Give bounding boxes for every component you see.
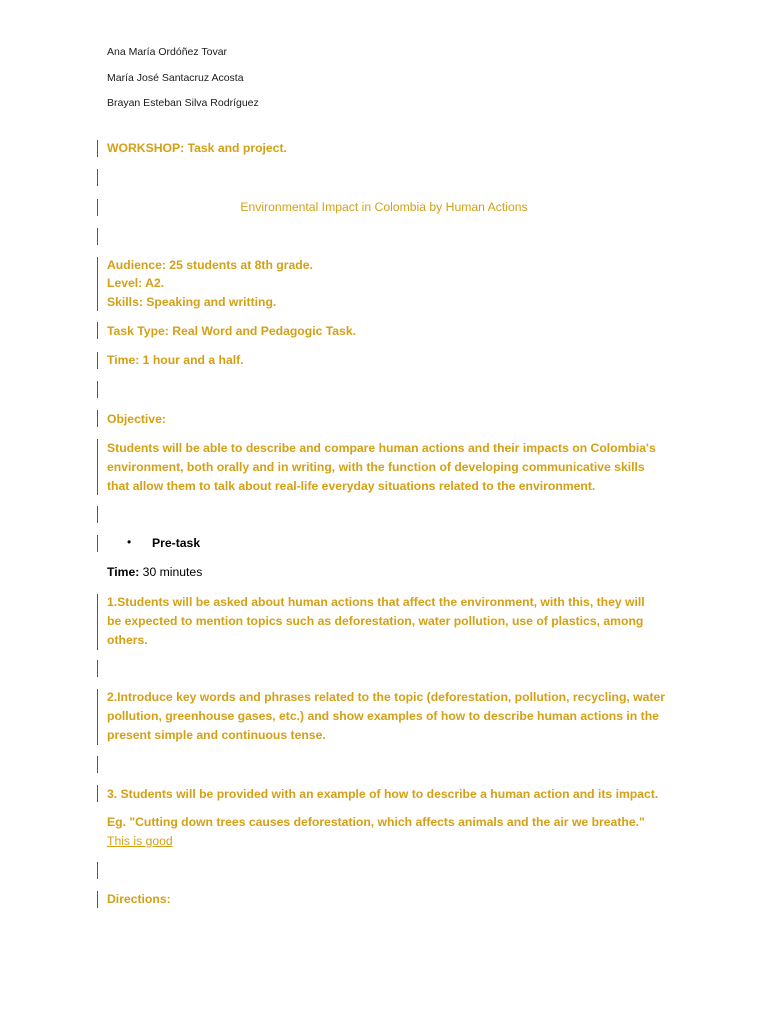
change-bar: [97, 660, 98, 677]
task-type-line: Task Type: Real Word and Pedagogic Task.: [107, 324, 357, 338]
document-title: Environmental Impact in Colombia by Human Actions: [240, 200, 528, 214]
audience-line: Audience: 25 students at 8th grade.: [107, 258, 313, 272]
example-line: [107, 813, 645, 832]
change-bar: [97, 169, 98, 186]
change-bar: [97, 862, 98, 879]
change-bar: [97, 506, 98, 523]
pretask-label: Pre-task: [152, 536, 201, 550]
author-1: Ana María Ordóñez Tovar: [107, 46, 228, 58]
pretask-time: [107, 563, 202, 582]
reviewer-comment: This is good: [107, 834, 173, 848]
skills-line: Skills: Speaking and writting.: [107, 295, 277, 309]
pretask-time-label: Time:: [107, 565, 140, 579]
change-bar: [97, 785, 98, 802]
author-3: Brayan Esteban Silva Rodríguez: [107, 97, 259, 109]
change-bar: [97, 228, 98, 245]
change-bar: [97, 140, 98, 157]
change-bar: [97, 689, 98, 745]
change-bar: [97, 439, 98, 495]
step-3: 3. Students will be provided with an example of how to describe a human action and its impact.: [107, 787, 659, 801]
change-bar: [97, 352, 98, 369]
change-bar: [97, 535, 98, 552]
step-2: 2.Introduce key words and phrases related to the topic (deforestation, pollution, recycling, water pollution, greenhouse gases, etc.) and show examples of how to describe human actions in the present simple and continuous tense.: [107, 690, 666, 742]
change-bar: [97, 381, 98, 398]
change-bar: [97, 322, 98, 339]
level-line: Level: A2.: [107, 276, 165, 290]
pretask-time-value: 30 minutes: [139, 565, 203, 579]
objective-text: Students will be able to describe and compare human actions and their impacts on Colombia's environment, both orally and in writing, with the function of developing communicative skills that allow them to talk about real-life everyday situations related to the environment.: [107, 441, 656, 493]
change-bar: [97, 410, 98, 427]
change-bar: [97, 756, 98, 773]
workshop-heading: WORKSHOP: Task and project.: [107, 141, 287, 155]
time-total-line: Time: 1 hour and a half.: [107, 353, 244, 367]
change-bar: [97, 594, 98, 650]
example-text: Eg. "Cutting down trees causes deforestation, which affects animals and the air we breathe.": [107, 815, 645, 829]
author-2: María José Santacruz Acosta: [107, 72, 244, 84]
step-1: 1.Students will be asked about human actions that affect the environment, with this, they will be expected to mention topics such as deforestation, water pollution, use of plastics, among others.: [107, 595, 645, 647]
bullet-icon: •: [127, 535, 132, 549]
objective-label: Objective:: [107, 412, 166, 426]
change-bar: [97, 891, 98, 908]
change-bar: [97, 257, 98, 311]
directions-label: Directions:: [107, 892, 171, 906]
